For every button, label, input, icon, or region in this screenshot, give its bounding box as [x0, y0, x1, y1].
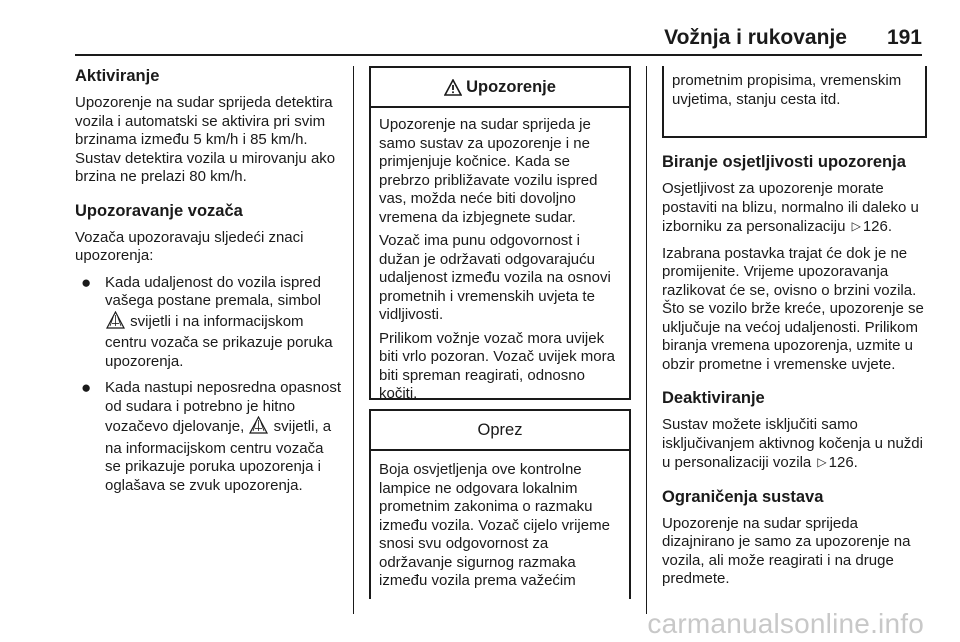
- para-deactivation-text: Sustav možete isključiti samo isključivanjem aktivnog kočenja u nuždi u personalizaciji vozila: [662, 416, 923, 471]
- page-ref-arrow-icon: ▷: [817, 455, 827, 469]
- page-ref-126[interactable]: 126.: [862, 218, 893, 235]
- page-title: Vožnja i rukovanje: [664, 26, 847, 49]
- bullet1-text-a: Kada udaljenost do vozila ispred vašega postane premala, simbol: [105, 273, 321, 309]
- heading-driver-warning: Upozoravanje vozača: [75, 201, 243, 220]
- para-limits: Upozorenje na sudar sprijeda dizajnirano je samo za upozorenje na vozila, ali može reagirati i na druge predmete.: [662, 514, 911, 587]
- para-sensitivity-1-text: Osjetljivost za upozorenje morate postaviti na blizu, normalno ili daleko u izborniku za personalizaciju: [662, 180, 919, 235]
- warning-box-header: [371, 68, 629, 108]
- para-driver-warning: Vozača upozoravaju sljedeći znaci upozorenja:: [75, 228, 304, 264]
- vehicle-ahead-icon: [249, 416, 268, 440]
- caution-box-body: [371, 451, 629, 591]
- column-3: [662, 66, 927, 597]
- warning-para-1: Upozorenje na sudar sprijeda je samo sustav za upozorenje i ne primjenjuje kočnice. Kada se prebrzo približavate vozilu ispred vas, možda neće biti dovoljno vremena da izbjegnete sudar.: [379, 116, 598, 226]
- para-sensitivity-1: [662, 180, 927, 237]
- page-header: [664, 26, 922, 50]
- warning-signs-list: [75, 274, 341, 496]
- watermark: carmanualsonline.info: [647, 608, 924, 639]
- page-number: 191: [886, 26, 922, 49]
- heading-deactivation: Deaktiviranje: [662, 389, 765, 407]
- list-item: [75, 379, 341, 495]
- heading-limits: Ograničenja sustava: [662, 487, 824, 506]
- caution-box-continued: [662, 66, 927, 138]
- heading-sensitivity: Biranje osjetljivosti upozorenja: [662, 153, 906, 171]
- bullet-icon: ●: [81, 272, 92, 292]
- column-2: [369, 66, 631, 589]
- bullet2-text-a: Kada nastupi neposredna opasnost od sudara i potrebno je hitno vozačevo djelovanje,: [105, 379, 342, 435]
- column-divider-2: [646, 66, 647, 614]
- warning-para-2: Vozač ima punu odgovornost i dužan je održavati odgovarajuću udaljenost između vozila na osnovi prometnih i vremenskih uvjeta te vidljivosti.: [379, 232, 611, 323]
- page-ref-126[interactable]: 126.: [828, 454, 858, 471]
- list-item: [75, 274, 341, 372]
- bullet-icon: ●: [81, 378, 92, 397]
- caution-box: [369, 409, 631, 599]
- bullet2-text-b: svijetli, a na informacijskom centru vozača se prikazuje poruka upozorenja i oglašava se zvuk upozorenja.: [105, 418, 332, 494]
- para-sensitivity-2: Izabrana postavka trajat će dok je ne promijenite. Vrijeme upozoravanja razlikovat će se, ovisno o brzini vozila. Što se vozilo brže kreće, upozorenje se uključuje na većoj udaljenosti. Prilikom biranja vremena upozorenja, uzmite u obzir prometne i vremenske uvjete.: [662, 244, 924, 373]
- column-1: [75, 66, 341, 503]
- warning-triangle-icon: [444, 79, 462, 96]
- para-activation: Upozorenje na sudar sprijeda detektira vozila i automatski se aktivira pri svim brzinama između 5 km/h i 85 km/h. Sustav detektira vozila u mirovanju ako brzina ne prelazi 80 km/h.: [75, 94, 336, 185]
- column-divider-1: [353, 66, 354, 614]
- caution-box-title: Oprez: [477, 420, 523, 439]
- warning-box: [369, 66, 631, 400]
- warning-box-title: Upozorenje: [466, 77, 556, 96]
- warning-para-3: Prilikom vožnje vozač mora uvijek biti vrlo pozoran. Vozač uvijek mora biti spreman reagirati, odnosno kočiti.: [379, 329, 615, 402]
- heading-activation: Aktiviranje: [75, 67, 160, 85]
- header-rule: [75, 54, 922, 56]
- caution-para-1: Boja osvjetljenja ove kontrolne lampice ne odgovara lokalnim prometnim zakonima o razmaku između vozila. Vozač cijelo vrijeme snosi svu odgovornost za održavanje sigurnog razmaka između vozila prema važećim: [379, 461, 610, 589]
- vehicle-ahead-icon: [106, 311, 125, 335]
- page-ref-arrow-icon: ▷: [851, 219, 861, 233]
- warning-box-body: [371, 108, 629, 413]
- caution-continued-text: prometnim propisima, vremenskim uvjetima, stanju cesta itd.: [672, 72, 902, 108]
- bullet1-text-b: svijetli i na informacijskom centru vozača se prikazuje poruka upozorenja.: [105, 312, 333, 370]
- para-deactivation: [662, 416, 927, 473]
- caution-box-header: [371, 411, 629, 451]
